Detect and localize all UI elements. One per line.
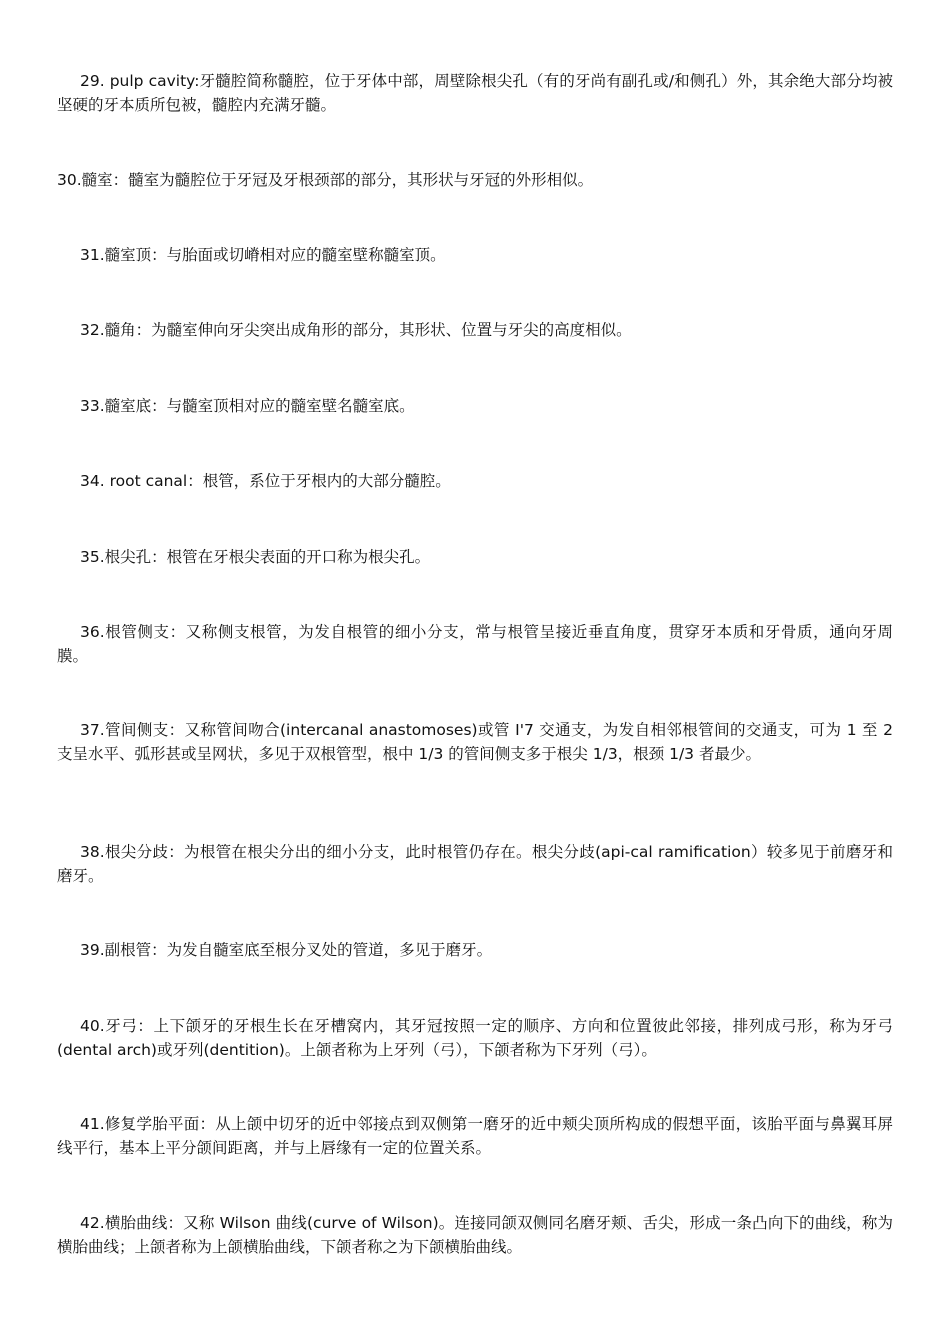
entry-31-pulp-chamber-roof: 31.髓室顶：与胎面或切嵴相对应的髓室壁称髓室顶。	[80, 246, 446, 264]
entry-42-curve-of-wilson: 42.横胎曲线：又称 Wilson 曲线(curve of Wilson)。连接同颌双侧同名磨牙颊、舌尖，形成一条凸向下的曲线，称为横胎曲线；上颌者称为上颌横胎曲线，下颌者称之为下颌横胎曲线。	[57, 1214, 893, 1256]
entry-34-root-canal: 34. root canal：根管，系位于牙根内的大部分髓腔。	[80, 472, 451, 490]
entry-39-accessory-canal: 39.副根管：为发自髓室底至根分叉处的管道，多见于磨牙。	[80, 941, 493, 959]
entry-37-intercanal-anastomoses: 37.管间侧支：又称管间吻合(intercanal anastomoses)或管 I'7 交通支，为发自相邻根管间的交通支，可为 1 至 2 支呈水平、弧形甚或呈网状，多见于双根管型，根中 1/3 的管间侧支多于根尖 1/3，根颈 1/3 者最少。	[57, 721, 893, 763]
entry-32-pulp-horn: 32.髓角：为髓室伸向牙尖突出成角形的部分，其形状、位置与牙尖的高度相似。	[80, 321, 632, 339]
entry-30-pulp-chamber: 30.髓室：髓室为髓腔位于牙冠及牙根颈部的部分，其形状与牙冠的外形相似。	[57, 171, 594, 189]
entry-40-dental-arch: 40.牙弓：上下颌牙的牙根生长在牙槽窝内，其牙冠按照一定的顺序、方向和位置彼此邻接，排列成弓形，称为牙弓(dental arch)或牙列(dentition)。上颌者称为上牙列（弓），下颌者称为下牙列（弓）。	[57, 1017, 893, 1059]
entry-38-apical-ramification: 38.根尖分歧：为根管在根尖分出的细小分支，此时根管仍存在。根尖分歧(api-cal ramification）较多见于前磨牙和磨牙。	[57, 843, 893, 885]
entry-41-occlusal-plane: 41.修复学胎平面：从上颌中切牙的近中邻接点到双侧第一磨牙的近中颊尖顶所构成的假想平面，该胎平面与鼻翼耳屏线平行，基本上平分颌间距离，并与上唇缘有一定的位置关系。	[57, 1115, 893, 1157]
entry-33-pulp-chamber-floor: 33.髓室底：与髓室顶相对应的髓室壁名髓室底。	[80, 397, 415, 415]
entry-29-pulp-cavity: 29. pulp cavity:牙髓腔简称髓腔，位于牙体中部，周壁除根尖孔（有的牙尚有副孔或/和侧孔）外，其余绝大部分均被坚硬的牙本质所包被，髓腔内充满牙髓。	[57, 72, 893, 114]
entry-36-lateral-canal: 36.根管侧支：又称侧支根管，为发自根管的细小分支，常与根管呈接近垂直角度，贯穿牙本质和牙骨质，通向牙周膜。	[57, 623, 893, 665]
entry-35-apical-foramen: 35.根尖孔：根管在牙根尖表面的开口称为根尖孔。	[80, 548, 431, 566]
